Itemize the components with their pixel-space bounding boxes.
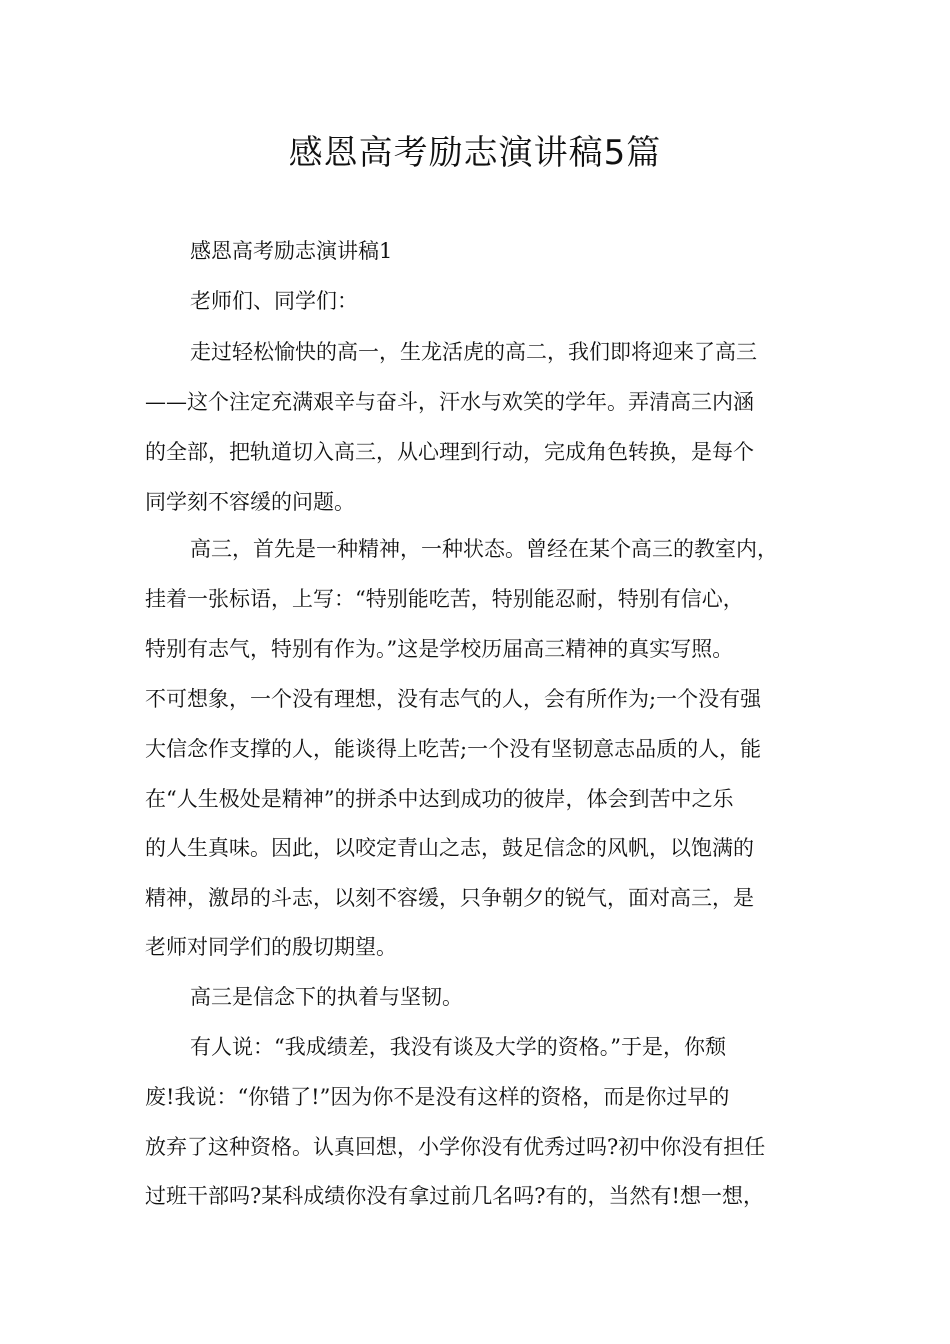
text-line: 老师对同学们的殷切期望。 <box>145 935 397 959</box>
text-line: 的全部，把轨道切入高三，从心理到行动，完成角色转换，是每个 <box>145 440 754 464</box>
text-line: 高三，首先是一种精神，一种状态。曾经在某个高三的教室内， <box>190 537 778 561</box>
text-line: 高三是信念下的执着与坚韧。 <box>190 985 463 1009</box>
section-heading: 感恩高考励志演讲稿1 <box>190 239 393 263</box>
text-line: 过班干部吗?某科成绩你没有拿过前几名吗?有的，当然有!想一想， <box>145 1184 764 1208</box>
text-line: 的人生真味。因此，以咬定青山之志，鼓足信念的风帆，以饱满的 <box>145 836 754 860</box>
text-line: 走过轻松愉快的高一，生龙活虎的高二，我们即将迎来了高三 <box>190 340 757 364</box>
salutation: 老师们、同学们： <box>190 289 358 313</box>
text-line: 特别有志气，特别有作为。”这是学校历届高三精神的真实写照。 <box>145 637 734 661</box>
text-line: 有人说：“我成绩差，我没有谈及大学的资格。”于是，你颓 <box>190 1035 726 1059</box>
text-line: 在“人生极处是精神”的拼杀中达到成功的彼岸，体会到苦中之乐 <box>145 787 734 811</box>
text-line: 挂着一张标语，上写：“特别能吃苦，特别能忍耐，特别有信心， <box>145 587 744 611</box>
text-line: ——这个注定充满艰辛与奋斗，汗水与欢笑的学年。弄清高三内涵 <box>145 390 754 414</box>
text-line: 大信念作支撑的人，能谈得上吃苦;一个没有坚韧意志品质的人，能 <box>145 737 762 761</box>
text-line: 同学刻不容缓的问题。 <box>145 490 355 514</box>
text-line: 不可想象，一个没有理想，没有志气的人，会有所作为;一个没有强 <box>145 687 762 711</box>
text-line: 放弃了这种资格。认真回想，小学你没有优秀过吗?初中你没有担任 <box>145 1135 766 1159</box>
text-line: 精神，激昂的斗志，以刻不容缓，只争朝夕的锐气，面对高三，是 <box>145 886 754 910</box>
text-line: 废!我说：“你错了!”因为你不是没有这样的资格，而是你过早的 <box>145 1085 730 1109</box>
document-title: 感恩高考励志演讲稿5篇 <box>288 133 662 173</box>
